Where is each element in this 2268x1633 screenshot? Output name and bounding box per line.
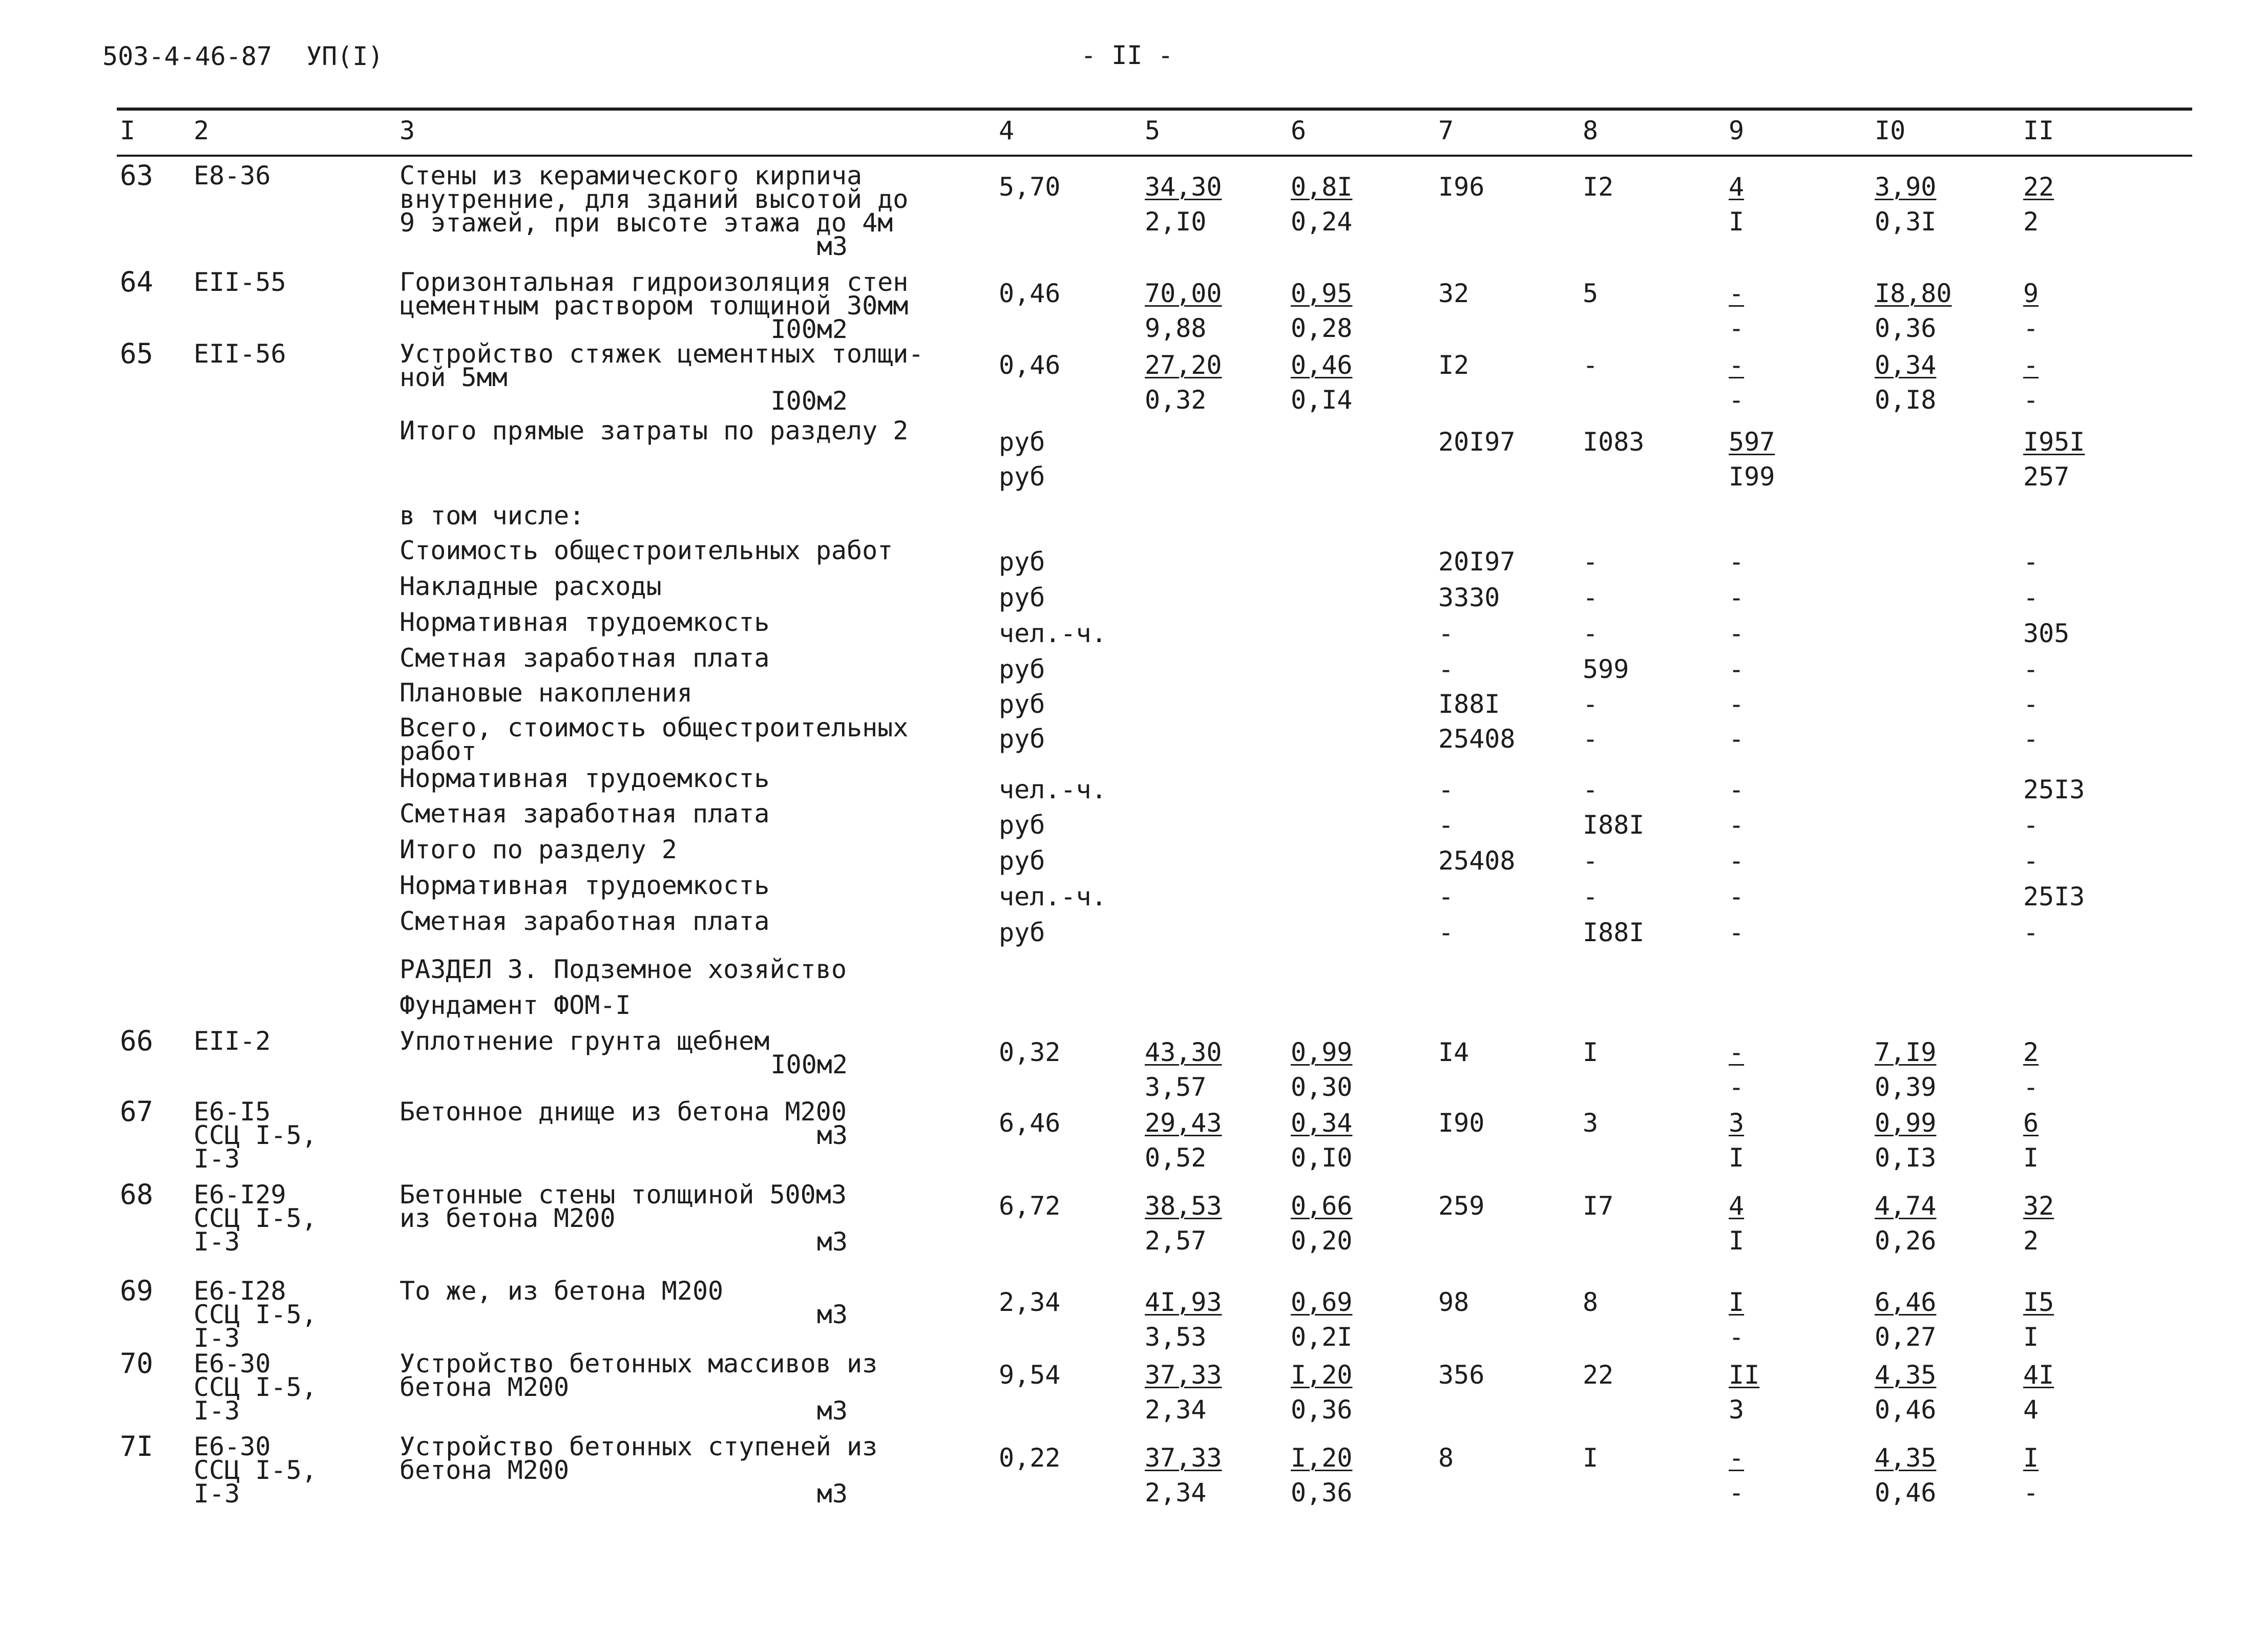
cell-c11: -	[2023, 350, 2039, 380]
description-line: Всего, стоимость общестроительных	[400, 713, 909, 743]
cell-c4: 9,54	[999, 1360, 1061, 1390]
cell-c11: -	[2023, 547, 2039, 577]
cell-c11: 25I3	[2023, 882, 2085, 911]
cell-c7: -	[1438, 918, 1454, 947]
cell-c7: 98	[1438, 1287, 1469, 1317]
cell-c7: 20I97	[1438, 427, 1516, 457]
cell-c9: -	[1729, 689, 1745, 719]
description-line: работ	[400, 736, 477, 766]
cell-c9: -	[1729, 846, 1745, 876]
cell-c6: 0,30	[1291, 1072, 1353, 1102]
album-label: УП(I)	[306, 41, 384, 71]
unit-label: м3	[816, 1479, 848, 1509]
cell-c11: I95I	[2023, 427, 2085, 457]
cell-c8: -	[1583, 689, 1599, 719]
cell-c8: -	[1583, 846, 1599, 876]
cell-c8: I88I	[1583, 810, 1645, 840]
cell-c5: 37,33	[1145, 1443, 1222, 1473]
column-header: 2	[194, 116, 209, 145]
cell-c7: 32	[1438, 279, 1469, 308]
cell-c5: 37,33	[1145, 1360, 1222, 1390]
cell-c6: 0,36	[1291, 1478, 1353, 1508]
item-code: I-3	[194, 1144, 240, 1174]
cell-c4: 6,72	[999, 1191, 1061, 1221]
cell-c4: руб	[999, 689, 1045, 719]
cell-c7: -	[1438, 619, 1454, 648]
cell-c11: -	[2023, 918, 2039, 947]
cell-c9: -	[1729, 547, 1745, 577]
column-header: 6	[1291, 116, 1307, 145]
cell-c9: 597	[1729, 427, 1775, 457]
column-header: I	[120, 116, 136, 145]
unit-label: м3	[816, 1120, 848, 1150]
description-line: Нормативная трудоемкость	[400, 764, 770, 793]
description-line: из бетона М200	[400, 1203, 616, 1233]
unit-label: м3	[816, 1227, 848, 1257]
cell-c7: -	[1438, 810, 1454, 840]
cell-c5: 43,30	[1145, 1037, 1222, 1067]
column-header: 5	[1145, 116, 1161, 145]
cell-c9: -	[1729, 1322, 1745, 1352]
description-line: Устройство стяжек цементных толщи-	[400, 339, 924, 369]
cell-c10: 4,74	[1875, 1191, 1937, 1221]
item-code: ССЦ I-5,	[194, 1203, 317, 1233]
cell-c10: 0,3I	[1875, 207, 1937, 237]
description-line: Итого по разделу 2	[400, 835, 677, 864]
cell-c10: 0,34	[1875, 350, 1937, 380]
cell-c6: 0,24	[1291, 207, 1353, 237]
cell-c7: 8	[1438, 1443, 1454, 1473]
column-header: 3	[400, 116, 415, 145]
cell-c4: руб	[999, 724, 1045, 754]
cell-c10: 7,I9	[1875, 1037, 1937, 1067]
cell-c11: -	[2023, 654, 2039, 684]
cell-c7: 259	[1438, 1191, 1485, 1221]
unit-label: I00м2	[770, 1050, 848, 1079]
cell-c9: I99	[1729, 462, 1775, 492]
description-line: Бетонное днище из бетона М200	[400, 1097, 847, 1127]
cell-c9: -	[1729, 279, 1745, 308]
item-code: Е8-36	[194, 161, 271, 190]
item-code: I-3	[194, 1323, 240, 1353]
cell-c4: чел.-ч.	[999, 882, 1107, 911]
cell-c10: 0,27	[1875, 1322, 1937, 1352]
cell-c8: -	[1583, 583, 1599, 612]
description-line: Горизонтальная гидроизоляция стен	[400, 267, 909, 297]
cell-c11: 2	[2023, 1226, 2039, 1256]
cell-c11: -	[2023, 689, 2039, 719]
row-number: 68	[120, 1178, 154, 1211]
description-line: Стены из керамического кирпича	[400, 161, 863, 190]
cell-c9: -	[1729, 1072, 1745, 1102]
description-line: Нормативная трудоемкость	[400, 607, 770, 637]
cell-c11: 6	[2023, 1108, 2039, 1138]
column-header: II	[2023, 116, 2054, 145]
cell-c10: 0,36	[1875, 313, 1937, 343]
unit-label: м3	[816, 1300, 848, 1329]
cell-c11: 32	[2023, 1191, 2054, 1221]
description-line: бетона М200	[400, 1372, 570, 1402]
cell-c8: -	[1583, 882, 1599, 911]
cell-c6: 0,I4	[1291, 385, 1353, 415]
cell-c8: 5	[1583, 279, 1599, 308]
cell-c9: 3	[1729, 1108, 1745, 1138]
cell-c4: 6,46	[999, 1108, 1061, 1138]
cell-c6: 0,8I	[1291, 172, 1353, 202]
cell-c10: 0,46	[1875, 1478, 1937, 1508]
item-code: ССЦ I-5,	[194, 1455, 317, 1485]
cell-c7: I4	[1438, 1037, 1469, 1067]
cell-c7: 356	[1438, 1360, 1485, 1390]
description-line: Сметная заработная плата	[400, 799, 770, 829]
cell-c6: 0,I0	[1291, 1143, 1353, 1173]
cell-c6: 0,69	[1291, 1287, 1353, 1317]
cell-c10: 0,I3	[1875, 1143, 1937, 1173]
cell-c9: -	[1729, 724, 1745, 754]
description-line: Итого прямые затраты по разделу 2	[400, 416, 909, 446]
cell-c9: -	[1729, 810, 1745, 840]
cell-c4: 2,34	[999, 1287, 1061, 1317]
cell-c5: 29,43	[1145, 1108, 1222, 1138]
cell-c6: 0,99	[1291, 1037, 1353, 1067]
cell-c5: 0,32	[1145, 385, 1207, 415]
doc-code: 503-4-46-87	[102, 41, 272, 71]
description-line: РАЗДЕЛ 3. Подземное хозяйство	[400, 955, 847, 984]
cell-c10: 0,99	[1875, 1108, 1937, 1138]
cell-c11: 257	[2023, 462, 2070, 492]
cell-c9: -	[1729, 654, 1745, 684]
cell-c7: 25408	[1438, 724, 1516, 754]
cell-c7: I96	[1438, 172, 1485, 202]
description-line: ной 5мм	[400, 363, 508, 392]
cell-c4: 0,22	[999, 1443, 1061, 1473]
cell-c11: -	[2023, 583, 2039, 612]
cell-c8: I	[1583, 1443, 1599, 1473]
item-code: ССЦ I-5,	[194, 1120, 317, 1150]
item-code: Е6-I5	[194, 1097, 271, 1127]
cell-c9: -	[1729, 313, 1745, 343]
cell-c9: I	[1729, 207, 1745, 237]
cell-c4: 0,46	[999, 279, 1061, 308]
description-line: Устройство бетонных массивов из	[400, 1349, 878, 1378]
item-code: ЕII-56	[194, 339, 286, 369]
cell-c11: -	[2023, 846, 2039, 876]
cell-c11: I	[2023, 1443, 2039, 1473]
cell-c8: I88I	[1583, 918, 1645, 947]
cell-c6: 0,46	[1291, 350, 1353, 380]
item-code: ССЦ I-5,	[194, 1300, 317, 1329]
row-number: 70	[120, 1347, 154, 1380]
cell-c7: -	[1438, 882, 1454, 911]
cell-c4: руб	[999, 547, 1045, 577]
cell-c9: -	[1729, 775, 1745, 804]
cell-c11: 22	[2023, 172, 2054, 202]
row-number: 64	[120, 266, 154, 298]
cell-c9: -	[1729, 918, 1745, 947]
item-code: Е6-I29	[194, 1180, 286, 1210]
item-code: Е6-30	[194, 1432, 271, 1461]
cell-c8: 22	[1583, 1360, 1614, 1390]
cell-c5: 2,34	[1145, 1395, 1207, 1425]
cell-c8: 3	[1583, 1108, 1599, 1138]
cell-c11: I	[2023, 1322, 2039, 1352]
cell-c8: I	[1583, 1037, 1599, 1067]
cell-c9: -	[1729, 882, 1745, 911]
column-header: 9	[1729, 116, 1745, 145]
description-line: 9 этажей, при высоте этажа до 4м	[400, 208, 893, 238]
cell-c8: I2	[1583, 172, 1614, 202]
cell-c11: -	[2023, 810, 2039, 840]
cell-c9: -	[1729, 385, 1745, 415]
cell-c8: I083	[1583, 427, 1645, 457]
item-code: I-3	[194, 1227, 240, 1257]
description-line: бетона М200	[400, 1455, 570, 1485]
unit-label: I00м2	[770, 314, 848, 344]
cell-c6: 0,28	[1291, 313, 1353, 343]
cell-c7: I88I	[1438, 689, 1500, 719]
page-number: - II -	[1081, 40, 1173, 70]
description-line: Бетонные стены толщиной 500м3	[400, 1180, 847, 1210]
cell-c9: II	[1729, 1360, 1760, 1390]
cell-c8: -	[1583, 775, 1599, 804]
cell-c9: 4	[1729, 172, 1745, 202]
cell-c11: 4I	[2023, 1360, 2054, 1390]
unit-label: м3	[816, 231, 848, 261]
cell-c5: 34,30	[1145, 172, 1222, 202]
cell-c7: I2	[1438, 350, 1469, 380]
cell-c10: 0,46	[1875, 1395, 1937, 1425]
cell-c4: руб	[999, 462, 1045, 492]
cell-c4: руб	[999, 918, 1045, 947]
unit-label: I00м2	[770, 386, 848, 416]
cell-c7: 25408	[1438, 846, 1516, 876]
item-code: Е6-I28	[194, 1276, 286, 1306]
cell-c11: 2	[2023, 207, 2039, 237]
cell-c7: 20I97	[1438, 547, 1516, 577]
cell-c8: -	[1583, 724, 1599, 754]
cell-c11: 4	[2023, 1395, 2039, 1425]
item-code: I-3	[194, 1396, 240, 1426]
cell-c9: I	[1729, 1226, 1745, 1256]
cell-c4: руб	[999, 654, 1045, 684]
item-code: ЕII-2	[194, 1026, 271, 1056]
cell-c10: 3,90	[1875, 172, 1937, 202]
cell-c9: I	[1729, 1287, 1745, 1317]
description-line: Сметная заработная плата	[400, 906, 770, 936]
item-code: ССЦ I-5,	[194, 1372, 317, 1402]
cell-c4: руб	[999, 583, 1045, 612]
cell-c9: 4	[1729, 1191, 1745, 1221]
cell-c6: 0,34	[1291, 1108, 1353, 1138]
cell-c8: -	[1583, 619, 1599, 648]
row-number: 65	[120, 337, 154, 370]
cell-c5: 3,53	[1145, 1322, 1207, 1352]
description-line: Фундамент ФОМ-I	[400, 990, 631, 1020]
cell-c5: 4I,93	[1145, 1287, 1222, 1317]
cell-c6: I,20	[1291, 1360, 1353, 1390]
description-line: Уплотнение грунта щебнем	[400, 1026, 770, 1056]
item-code: Е6-30	[194, 1349, 271, 1378]
cell-c9: 3	[1729, 1395, 1745, 1425]
cell-c4: руб	[999, 810, 1045, 840]
cell-c4: чел.-ч.	[999, 619, 1107, 648]
cell-c11: -	[2023, 313, 2039, 343]
cell-c5: 38,53	[1145, 1191, 1222, 1221]
column-header: I0	[1875, 116, 1906, 145]
cell-c4: 5,70	[999, 172, 1061, 202]
cell-c5: 9,88	[1145, 313, 1207, 343]
description-line: Плановые накопления	[400, 678, 692, 708]
row-number: 63	[120, 159, 154, 192]
cell-c7: I90	[1438, 1108, 1485, 1138]
cell-c5: 27,20	[1145, 350, 1222, 380]
cell-c11: -	[2023, 724, 2039, 754]
cell-c9: I	[1729, 1143, 1745, 1173]
row-number: 7I	[120, 1430, 154, 1462]
cell-c10: I8,80	[1875, 279, 1952, 308]
column-header: 4	[999, 116, 1015, 145]
description-line: цементным раствором толщиной 30мм	[400, 291, 909, 321]
cell-c4: 0,46	[999, 350, 1061, 380]
cell-c10: 4,35	[1875, 1443, 1937, 1473]
cell-c4: руб	[999, 846, 1045, 876]
cell-c9: -	[1729, 583, 1745, 612]
cell-c7: -	[1438, 654, 1454, 684]
cell-c5: 2,I0	[1145, 207, 1207, 237]
description-line: Сметная заработная плата	[400, 643, 770, 673]
cell-c4: 0,32	[999, 1037, 1061, 1067]
cell-c10: 6,46	[1875, 1287, 1937, 1317]
cell-c6: 0,2I	[1291, 1322, 1353, 1352]
cell-c11: 25I3	[2023, 775, 2085, 804]
cell-c6: 0,36	[1291, 1395, 1353, 1425]
cell-c8: -	[1583, 547, 1599, 577]
cell-c11: 2	[2023, 1037, 2039, 1067]
cell-c6: 0,20	[1291, 1226, 1353, 1256]
cell-c7: 3330	[1438, 583, 1500, 612]
cell-c9: -	[1729, 350, 1745, 380]
cell-c10: 0,26	[1875, 1226, 1937, 1256]
cell-c4: чел.-ч.	[999, 775, 1107, 804]
description-line: Устройство бетонных ступеней из	[400, 1432, 878, 1461]
cell-c11: 305	[2023, 619, 2070, 648]
description-line: То же, из бетона М200	[400, 1276, 724, 1306]
cell-c9: -	[1729, 619, 1745, 648]
cell-c6: 0,66	[1291, 1191, 1353, 1221]
item-code: I-3	[194, 1479, 240, 1509]
column-header: 8	[1583, 116, 1599, 145]
cell-c6: I,20	[1291, 1443, 1353, 1473]
cell-c9: -	[1729, 1478, 1745, 1508]
cell-c10: 0,I8	[1875, 385, 1937, 415]
row-number: 69	[120, 1275, 154, 1307]
description-line: Нормативная трудоемкость	[400, 871, 770, 900]
cell-c11: I	[2023, 1143, 2039, 1173]
item-code: ЕII-55	[194, 267, 286, 297]
cell-c11: -	[2023, 1478, 2039, 1508]
cell-c5: 2,34	[1145, 1478, 1207, 1508]
cell-c10: 0,39	[1875, 1072, 1937, 1102]
cell-c8: -	[1583, 350, 1599, 380]
description-line: внутренние, для зданий высотой до	[400, 184, 909, 214]
cell-c9: -	[1729, 1037, 1745, 1067]
cell-c11: -	[2023, 385, 2039, 415]
cell-c11: -	[2023, 1072, 2039, 1102]
cell-c8: 8	[1583, 1287, 1599, 1317]
cell-c8: I7	[1583, 1191, 1614, 1221]
cell-c5: 2,57	[1145, 1226, 1207, 1256]
row-number: 67	[120, 1095, 154, 1128]
cell-c11: 9	[2023, 279, 2039, 308]
column-header: 7	[1438, 116, 1454, 145]
cell-c8: 599	[1583, 654, 1629, 684]
cell-c7: -	[1438, 775, 1454, 804]
cell-c6: 0,95	[1291, 279, 1353, 308]
description-line: в том числе:	[400, 501, 585, 531]
description-line: Накладные расходы	[400, 571, 662, 601]
cell-c9: -	[1729, 1443, 1745, 1473]
cell-c5: 70,00	[1145, 279, 1222, 308]
row-number: 66	[120, 1025, 154, 1057]
cell-c5: 3,57	[1145, 1072, 1207, 1102]
cell-c4: руб	[999, 427, 1045, 457]
cell-c5: 0,52	[1145, 1143, 1207, 1173]
cell-c10: 4,35	[1875, 1360, 1937, 1390]
cell-c11: I5	[2023, 1287, 2054, 1317]
description-line: Стоимость общестроительных работ	[400, 536, 893, 565]
unit-label: м3	[816, 1396, 848, 1426]
